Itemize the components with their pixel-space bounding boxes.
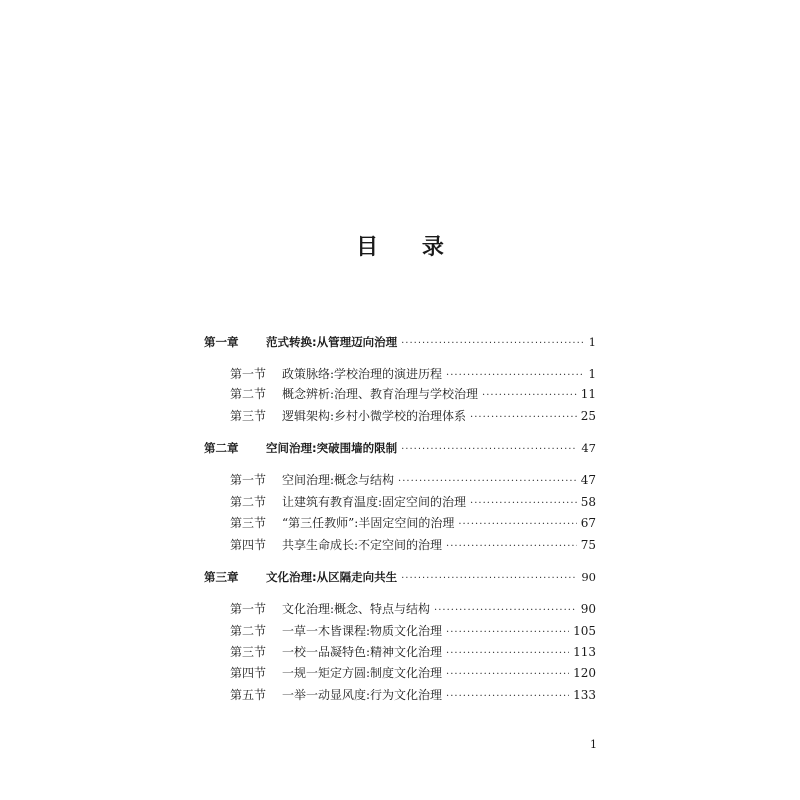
- toc-section[interactable]: [230, 472, 596, 490]
- toc-section[interactable]: [230, 623, 596, 641]
- section-number: 第二节: [230, 624, 267, 638]
- section-number: 第五节: [230, 688, 267, 702]
- toc-section[interactable]: [230, 537, 596, 555]
- section-title: 文化治理:概念、特点与结构: [282, 602, 431, 616]
- section-page: 11: [580, 387, 596, 401]
- section-page: 67: [580, 516, 596, 530]
- dot-leader: [434, 603, 577, 619]
- toc-section[interactable]: [230, 665, 596, 683]
- section-title: 一草一木皆课程:物质文化治理: [282, 624, 443, 638]
- section-title: 一举一动显风度:行为文化治理: [282, 688, 443, 702]
- section-page: 90: [580, 602, 596, 616]
- dot-leader: [470, 410, 577, 426]
- section-title: 逻辑架构:乡村小微学校的治理体系: [282, 409, 467, 423]
- toc-chapter-2[interactable]: [204, 440, 596, 458]
- section-title: 概念辨析:治理、教育治理与学校治理: [282, 387, 479, 401]
- chapter-number: 第三章: [204, 570, 239, 584]
- toc-section[interactable]: [230, 515, 596, 533]
- section-number: 第四节: [230, 666, 267, 680]
- section-page: 133: [573, 688, 596, 702]
- chapter-title: 范式转换:从管理迈向治理: [266, 335, 398, 349]
- toc-section[interactable]: [230, 601, 596, 619]
- dot-leader: [446, 646, 569, 662]
- chapter-number: 第二章: [204, 441, 239, 455]
- section-page: 105: [573, 624, 596, 638]
- chapter-number: 第一章: [204, 335, 239, 349]
- dot-leader: [401, 336, 585, 352]
- dot-leader: [482, 388, 577, 404]
- page-title: 目 录: [356, 235, 462, 260]
- toc-section[interactable]: [230, 386, 596, 404]
- section-number: 第二节: [230, 387, 267, 401]
- section-title: 让建筑有教育温度:固定空间的治理: [282, 495, 467, 509]
- section-page: 25: [580, 409, 596, 423]
- dot-leader: [398, 474, 577, 490]
- toc-chapter-3[interactable]: [204, 569, 596, 587]
- toc-section[interactable]: [230, 408, 596, 426]
- dot-leader: [446, 625, 569, 641]
- section-number: 第一节: [230, 473, 267, 487]
- dot-leader: [446, 539, 577, 555]
- section-title: 一校一品凝特色:精神文化治理: [282, 645, 443, 659]
- section-page: 75: [580, 538, 596, 552]
- section-page: 58: [580, 495, 596, 509]
- dot-leader: [401, 442, 577, 458]
- toc-section[interactable]: [230, 494, 596, 512]
- dot-leader: [446, 368, 584, 384]
- page-number: 1: [590, 738, 597, 751]
- section-number: 第三节: [230, 645, 267, 659]
- chapter-page: 90: [581, 570, 596, 584]
- dot-leader: [446, 667, 569, 683]
- toc-section[interactable]: [230, 644, 596, 662]
- dot-leader: [446, 689, 569, 705]
- chapter-page: 1: [588, 335, 596, 349]
- section-number: 第三节: [230, 409, 267, 423]
- section-page: 47: [580, 473, 596, 487]
- section-number: 第一节: [230, 602, 267, 616]
- toc-section[interactable]: [230, 687, 596, 705]
- toc-chapter-1[interactable]: [204, 334, 596, 352]
- section-title: “第三任教师”:半固定空间的治理: [282, 516, 455, 530]
- section-title: 一规一矩定方圆:制度文化治理: [282, 666, 443, 680]
- section-page: 120: [573, 666, 596, 680]
- section-title: 政策脉络:学校治理的演进历程: [282, 367, 443, 381]
- chapter-title: 文化治理:从区隔走向共生: [266, 570, 398, 584]
- section-number: 第三节: [230, 516, 267, 530]
- chapter-title: 空间治理:突破围墙的限制: [266, 441, 398, 455]
- section-number: 第二节: [230, 495, 267, 509]
- section-title: 空间治理:概念与结构: [282, 473, 395, 487]
- dot-leader: [470, 496, 577, 512]
- section-number: 第一节: [230, 367, 267, 381]
- toc-section[interactable]: [230, 366, 596, 384]
- section-number: 第四节: [230, 538, 267, 552]
- chapter-page: 47: [581, 441, 596, 455]
- section-title: 共享生命成长:不定空间的治理: [282, 538, 443, 552]
- dot-leader: [401, 571, 577, 587]
- section-page: 1: [588, 367, 596, 381]
- dot-leader: [458, 517, 576, 533]
- section-page: 113: [573, 645, 596, 659]
